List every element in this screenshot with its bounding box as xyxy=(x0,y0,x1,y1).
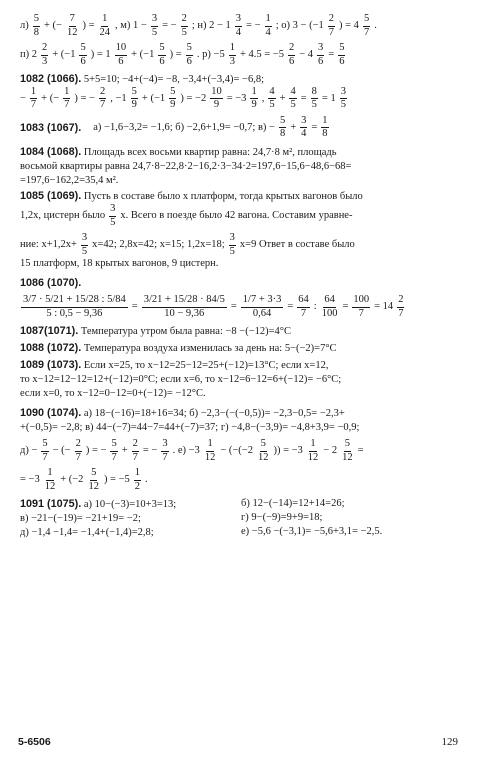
math-text: = 1 xyxy=(321,92,336,104)
math-text: = xyxy=(300,92,307,104)
fraction-denominator: 24 xyxy=(99,26,111,38)
fraction-denominator: 7 xyxy=(132,451,138,463)
fraction xyxy=(257,439,270,463)
math-text: ) = xyxy=(82,19,95,31)
math-text: − xyxy=(20,92,26,104)
math-text: + 4.5 = −5 xyxy=(239,48,284,60)
fraction xyxy=(279,116,286,140)
fraction-numerator: 2 xyxy=(75,439,82,452)
fraction-denominator: 3 xyxy=(42,55,48,67)
fraction xyxy=(186,43,193,67)
intro-row-2 xyxy=(20,43,462,67)
fraction-numerator: 1/7 + 3·3 xyxy=(241,295,284,308)
fraction-denominator: 5 xyxy=(340,99,346,111)
fraction xyxy=(321,116,328,140)
fraction xyxy=(288,43,295,67)
problem-number: 1086 (1070). xyxy=(20,277,82,290)
problem-1090 xyxy=(20,406,462,493)
fraction xyxy=(79,43,86,67)
fraction-numerator: 5 xyxy=(344,439,351,452)
fraction xyxy=(110,439,117,463)
fraction xyxy=(289,87,296,111)
fraction-denominator: 6 xyxy=(159,55,165,67)
problem-text: в) −21−(−19)= −21+19= −2; xyxy=(20,513,141,525)
math-text: + xyxy=(121,445,128,457)
math-text: = − xyxy=(162,19,177,31)
fraction-numerator: 5 xyxy=(279,116,286,129)
math-text: ; н) 2 − 1 xyxy=(191,19,231,31)
math-text: п) 2 xyxy=(20,48,37,60)
fraction-denominator: 2 xyxy=(134,480,141,492)
fraction-denominator: 9 xyxy=(131,99,137,111)
fraction xyxy=(321,295,339,319)
fraction-denominator: 7 xyxy=(99,99,106,111)
math-text: − (− xyxy=(52,445,71,457)
problem-1083 xyxy=(20,116,462,140)
problem-text: то x−12=12−12=12+(−12)=0°С; если x=6, то x−12=6−12=6+(−12)= −6°С; xyxy=(20,373,342,385)
problem-1087 xyxy=(20,324,462,339)
problem-text: Если x=25, то x−12=25−12=25+(−12)=13°С; если x=12, xyxy=(83,360,329,372)
math-text: ) = −2 xyxy=(180,92,207,104)
fraction-denominator: 4 xyxy=(235,26,242,38)
fraction-numerator: 3 xyxy=(229,233,236,246)
fraction xyxy=(229,233,236,257)
fraction xyxy=(81,233,88,257)
math-text: = −3 xyxy=(226,92,247,104)
problem-text: +(−0,5)= −2,8; в) 44−(−7)=44−7=44+(−7)=37; г) −4,8−(−3,9)= −4,8+3,9= −0,9; xyxy=(20,421,360,433)
math-text: , −1 xyxy=(110,92,127,104)
math-text: д) − xyxy=(20,445,38,457)
problem-1086-math: $\frac{3/7 \cdot 5/21 + 15/28 : 5/84}{5 : 0,5 - 9,36}$ = $\frac{3/21 + 15/28 \cdot 84/5}{10 - 9,36}$ = $\frac{1/7 + 3\cdot 3}{0,64}$ = $\frac{64}{7}$ : $\frac{64}{100}$ = $\frac{100}{7}$ = 14 $\frac{2}{7}$ xyxy=(23,294,404,319)
problem-1083-math xyxy=(93,116,329,140)
problem-text: г) 9−(−9)=9+9=18; xyxy=(241,512,323,524)
math-text: − 2 xyxy=(323,445,338,457)
math-text: . р) −5 xyxy=(196,48,225,60)
math-text: = − xyxy=(142,445,158,457)
math-text: + xyxy=(279,92,286,104)
problem-text: Площадь всех восьми квартир равна: 24,7·8 м², площадь xyxy=(83,146,337,158)
fraction-denominator: 12 xyxy=(44,480,56,492)
problem-number: 1088 (1072). xyxy=(20,342,82,355)
fraction-denominator: 12 xyxy=(307,451,319,463)
fraction xyxy=(268,87,275,111)
problem-text: а) 10−(−3)=10+3=13; xyxy=(83,499,177,511)
fraction xyxy=(250,87,257,111)
fraction-denominator: 7 xyxy=(162,451,168,463)
math-text: л) xyxy=(20,19,29,31)
problem-text: 5+5=10; −4+(−4)= −8, −3,4+(−3,4)= −6,8; xyxy=(83,74,264,85)
problem-1088 xyxy=(20,341,462,356)
problem-1086-tail xyxy=(287,295,405,319)
fraction xyxy=(204,439,217,463)
intro-row-1 xyxy=(20,14,462,38)
fraction xyxy=(297,295,310,319)
fraction xyxy=(340,87,347,111)
fraction-denominator: 10 − 9,36 xyxy=(164,307,205,319)
fraction-numerator: 5 xyxy=(79,43,86,56)
fraction-numerator: 5 xyxy=(338,43,345,56)
fraction-denominator: 12 xyxy=(88,480,99,492)
fraction xyxy=(363,14,370,38)
problem-1091 xyxy=(20,497,462,540)
math-text: . xyxy=(374,19,377,31)
fraction xyxy=(300,116,307,140)
fraction xyxy=(75,439,82,463)
fraction-numerator: 5 xyxy=(363,14,370,27)
fraction-denominator: 5 xyxy=(229,245,235,257)
problem-number: 1085 (1069). xyxy=(20,190,82,203)
fraction xyxy=(41,43,48,67)
math-text: + (− xyxy=(44,19,62,31)
fraction-numerator: 100 xyxy=(352,295,370,308)
problem-text: д) −1,4 −1,4= −1,4+(−1,4)=2,8; xyxy=(20,527,154,539)
fraction-denominator: 5 xyxy=(151,26,158,38)
fraction-numerator: 5 xyxy=(41,439,48,452)
math-text: а) −1,6−3,2= −1,6; б) −2,6+1,9= −0,7; в) − xyxy=(93,121,275,133)
fraction-numerator: 5 xyxy=(90,468,97,481)
fraction-numerator: 64 xyxy=(297,295,310,308)
math-text: ) = xyxy=(169,48,182,60)
fraction-denominator: 7 xyxy=(398,307,404,319)
fraction xyxy=(66,14,79,38)
fraction-denominator: 8 xyxy=(322,128,328,140)
fraction-numerator: 5 xyxy=(186,43,193,56)
math-text: : xyxy=(313,301,317,313)
problem-1084 xyxy=(20,145,462,188)
fraction xyxy=(317,43,324,67)
problem-number: 1082 (1066). xyxy=(20,73,82,85)
fraction-denominator: 7 xyxy=(30,99,37,111)
math-text: ние: x+1,2x+ xyxy=(20,239,77,251)
fraction-denominator: 12 xyxy=(257,451,269,463)
fraction-denominator: 7 xyxy=(75,451,81,463)
fraction-numerator: 1 xyxy=(63,87,70,100)
fraction xyxy=(235,14,242,38)
math-text: ) = 4 xyxy=(339,19,359,31)
fraction-numerator: 3 xyxy=(235,14,242,27)
fraction-denominator: 9 xyxy=(251,99,257,111)
math-text: x=9 Ответ в составе было xyxy=(239,239,355,251)
fraction-numerator: 1 xyxy=(309,439,316,452)
fraction-denominator: 8 xyxy=(279,128,286,140)
problem-text: Температура утром была равна: −8 −(−12)=4°С xyxy=(80,326,291,338)
big-fraction xyxy=(21,295,128,319)
fraction-denominator: 6 xyxy=(339,55,345,67)
problem-number: 1084 (1068). xyxy=(20,145,82,158)
fraction-numerator: 5 xyxy=(169,87,176,100)
fraction-denominator: 6 xyxy=(318,55,324,67)
problem-1082-math xyxy=(20,87,462,111)
fraction-numerator: 1 xyxy=(250,87,257,100)
fraction xyxy=(44,468,57,492)
fraction-numerator: 5 xyxy=(131,87,138,100)
problem-text: =197,6−162,2=35,4 м². xyxy=(20,174,119,186)
fraction-denominator: 7 xyxy=(300,307,307,319)
math-text: ; о) 3 − (−1 xyxy=(275,19,324,31)
math-text: = − xyxy=(246,19,261,31)
fraction-denominator: 5 xyxy=(290,99,296,111)
fraction xyxy=(181,14,188,38)
fraction xyxy=(99,14,112,38)
math-text: = xyxy=(328,48,335,60)
fraction xyxy=(131,87,138,111)
fraction-numerator: 1 xyxy=(229,43,236,56)
fraction-numerator: 2 xyxy=(99,87,106,100)
math-text: + xyxy=(290,121,297,133)
math-text: , м) 1 − xyxy=(115,19,147,31)
math-text: ) = 1 xyxy=(90,48,111,60)
fraction-denominator: 5 xyxy=(181,26,187,38)
fraction xyxy=(265,14,272,38)
math-text: + (−2 xyxy=(60,474,84,486)
fraction xyxy=(210,87,223,111)
print-code: 5-6506 xyxy=(18,736,51,748)
fraction-numerator: 2 xyxy=(397,295,404,308)
step-fraction-1 xyxy=(142,295,227,319)
fraction-denominator: 5 xyxy=(110,216,116,228)
fraction xyxy=(63,87,70,111)
fraction-numerator: 5 xyxy=(158,43,165,56)
fraction xyxy=(99,87,106,111)
math-text: . xyxy=(145,474,148,486)
fraction-numerator: 2 xyxy=(328,14,335,27)
fraction-denominator: 5 xyxy=(269,99,275,111)
math-text: − (−(−2 xyxy=(220,445,253,457)
fraction-numerator: 1 xyxy=(30,87,37,100)
fraction-denominator: 12 xyxy=(342,451,353,463)
math-text: )) = −3 xyxy=(273,445,303,457)
math-text: x. Всего в поезде было 42 вагона. Составим уравне- xyxy=(120,210,353,222)
problem-number: 1090 (1074). xyxy=(20,406,82,419)
fraction-numerator: 7 xyxy=(69,14,76,27)
math-text: + (− xyxy=(41,92,60,104)
math-text: = xyxy=(357,445,364,457)
problem-text: восьмой квартиры равна 24,7·8−22,8·2−16,2·3−34·2=197,6−15,6−48,6−68= xyxy=(20,160,352,172)
fraction-denominator: 7 xyxy=(358,307,364,319)
fraction-denominator: 4 xyxy=(301,128,307,140)
math-text: . е) −3 xyxy=(172,445,200,457)
fraction-numerator: 3/7 · 5/21 + 15/28 : 5/84 xyxy=(21,295,128,308)
fraction-denominator: 9 xyxy=(170,99,176,111)
problem-1090-line-3 xyxy=(20,439,462,463)
math-text: + (−1 xyxy=(52,48,76,60)
fraction xyxy=(134,468,141,492)
problem-text: б) 12−(−14)=12+14=26; xyxy=(241,498,345,510)
problem-1086 xyxy=(20,276,462,319)
math-text: + (−1 xyxy=(131,48,155,60)
fraction xyxy=(352,295,370,319)
fraction xyxy=(33,14,40,38)
fraction-numerator: 1 xyxy=(265,14,272,27)
math-text: = 14 xyxy=(374,301,394,313)
math-text: + (−1 xyxy=(141,92,166,104)
fraction-numerator: 2 xyxy=(132,439,139,452)
fraction-numerator: 3 xyxy=(109,204,116,217)
problem-1082 xyxy=(20,72,462,111)
fraction-numerator: 3 xyxy=(81,233,88,246)
fraction-numerator: 3 xyxy=(151,14,158,27)
math-text: ) = − xyxy=(74,92,95,104)
math-text: − 4 xyxy=(299,48,314,60)
fraction xyxy=(41,439,48,463)
fraction-denominator: 6 xyxy=(80,55,86,67)
fraction-denominator: 7 xyxy=(328,26,335,38)
problem-text: е) −5,6 −(−3,1)= −5,6+3,1= −2,5. xyxy=(241,526,383,538)
fraction-denominator: 9 xyxy=(213,99,220,111)
fraction-numerator: 1 xyxy=(134,468,141,481)
fraction-denominator: 12 xyxy=(66,26,78,38)
math-text: = xyxy=(311,121,318,133)
fraction-numerator: 1 xyxy=(206,439,213,452)
fraction-denominator: 7 xyxy=(111,451,117,463)
fraction-numerator: 4 xyxy=(268,87,275,100)
fraction xyxy=(169,87,176,111)
math-text: x=42; 2,8x=42; x=15; 1,2x=18; xyxy=(92,239,225,251)
fraction-numerator: 4 xyxy=(289,87,296,100)
fraction-denominator: 6 xyxy=(288,55,295,67)
problem-text: а) 18−(−16)=18+16=34; б) −2,3−(−(−0,5))= −2,3−0,5= −2,3+ xyxy=(83,407,345,419)
fraction-numerator: 1 xyxy=(101,14,108,27)
fraction-denominator: 6 xyxy=(118,55,124,67)
fraction-denominator: 7 xyxy=(64,99,70,111)
math-text: = −3 xyxy=(20,474,40,486)
fraction-denominator: 5 : 0,5 − 9,36 xyxy=(46,307,103,319)
fraction-numerator: 3 xyxy=(340,87,347,100)
problem-number: 1087(1071). xyxy=(20,325,79,338)
fraction xyxy=(311,87,318,111)
step-fraction-2 xyxy=(241,295,284,319)
fraction xyxy=(338,43,345,67)
fraction-numerator: 5 xyxy=(260,439,267,452)
fraction-numerator: 2 xyxy=(41,43,48,56)
fraction xyxy=(115,43,128,67)
math-text: ) = − xyxy=(85,445,107,457)
fraction-numerator: 64 xyxy=(323,295,336,308)
fraction-denominator: 7 xyxy=(363,26,370,38)
page-number: 129 xyxy=(441,736,458,748)
fraction xyxy=(328,14,335,38)
fraction-denominator: 3 xyxy=(229,55,235,67)
fraction-denominator: 6 xyxy=(186,55,192,67)
fraction-denominator: 8 xyxy=(33,26,39,38)
fraction xyxy=(30,87,37,111)
problem-1085-line-2 xyxy=(20,204,462,228)
fraction-denominator: 4 xyxy=(265,26,271,38)
fraction-numerator: 3 xyxy=(161,439,168,452)
math-text: ) = −5 xyxy=(103,474,130,486)
fraction xyxy=(87,468,100,492)
fraction xyxy=(161,439,168,463)
fraction-numerator: 5 xyxy=(33,14,40,27)
fraction-numerator: 8 xyxy=(311,87,318,100)
fraction xyxy=(307,439,320,463)
math-text: = xyxy=(287,301,294,313)
fraction xyxy=(341,439,354,463)
fraction-denominator: 5 xyxy=(81,245,88,257)
fraction xyxy=(158,43,165,67)
fraction xyxy=(397,295,404,319)
problem-number: 1083 (1067). xyxy=(20,121,82,134)
fraction xyxy=(109,204,116,228)
problem-text: если x=0, то x−12=0−12=0+(−12)= −12°С. xyxy=(20,387,206,399)
fraction-numerator: 10 xyxy=(210,87,223,100)
fraction xyxy=(229,43,236,67)
fraction-denominator: 12 xyxy=(204,451,216,463)
problem-number: 1091 (1075). xyxy=(20,498,82,511)
fraction-numerator: 1 xyxy=(321,116,328,129)
problem-1085-line-3 xyxy=(20,233,462,257)
fraction xyxy=(151,14,158,38)
fraction-numerator: 10 xyxy=(115,43,128,56)
fraction-numerator: 2 xyxy=(181,14,188,27)
fraction-denominator: 100 xyxy=(321,307,338,319)
fraction-numerator: 3/21 + 15/28 · 84/5 xyxy=(142,295,227,308)
problem-number: 1089 (1073). xyxy=(20,359,82,372)
fraction xyxy=(132,439,139,463)
page-footer xyxy=(18,736,458,748)
problem-text: 15 платформ, 18 крытых вагонов, 9 цистерн. xyxy=(20,258,219,270)
problem-1089 xyxy=(20,358,462,401)
math-text: 1,2x, цистерн было xyxy=(20,210,106,222)
fraction-numerator: 3 xyxy=(300,116,307,129)
fraction-denominator: 0,64 xyxy=(252,307,272,319)
problem-1085 xyxy=(20,189,462,271)
fraction-numerator: 2 xyxy=(288,43,295,56)
fraction-numerator: 3 xyxy=(317,43,324,56)
math-text: = xyxy=(342,301,349,313)
fraction-numerator: 1 xyxy=(46,468,53,481)
fraction-denominator: 7 xyxy=(42,451,48,463)
problem-text: Пусть в составе было x платформ, тогда крытых вагонов было xyxy=(83,191,363,203)
problem-text: Температура воздуха изменилась за день на: 5−(−2)=7°С xyxy=(83,343,337,355)
fraction-denominator: 5 xyxy=(311,99,317,111)
problem-1090-line-4 xyxy=(20,468,462,492)
fraction-numerator: 5 xyxy=(110,439,117,452)
math-text: , xyxy=(261,92,265,104)
